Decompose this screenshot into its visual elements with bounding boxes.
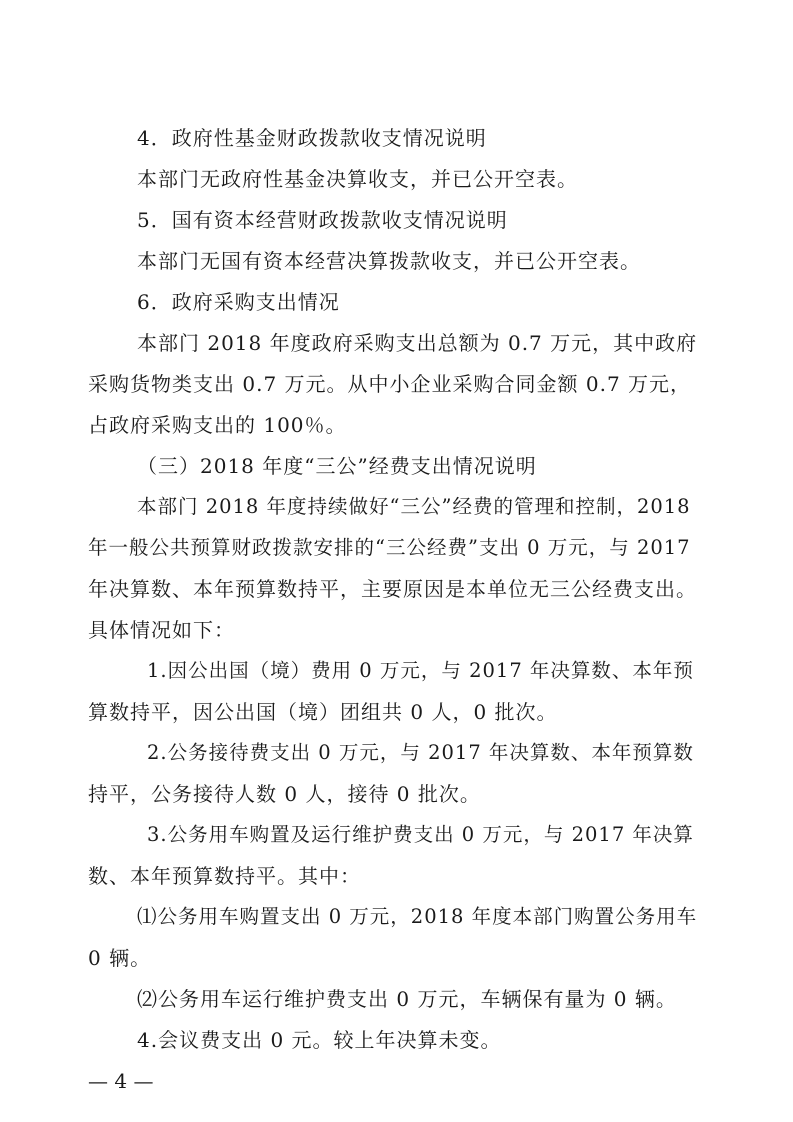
heading-state-capital: 5．国有资本经营财政拨款收支情况说明 (137, 208, 508, 232)
paragraph-line: 占政府采购支出的 100％。 (88, 413, 347, 437)
paragraph-line: ⑴公务用车购置支出 0 万元，2018 年度本部门购置公务用车 (137, 905, 698, 928)
paragraph-line: 本部门无政府性基金决算收支，并已公开空表。 (137, 167, 578, 191)
paragraph-line: ⑵公务用车运行维护费支出 0 万元，车辆保有量为 0 辆。 (137, 987, 677, 1011)
paragraph-line: 本部门 2018 年度持续做好“三公”经费的管理和控制，2018 (137, 495, 691, 518)
paragraph-line: 算数持平，因公出国（境）团组共 0 人，0 批次。 (88, 700, 558, 724)
heading-government-fund: 4．政府性基金财政拨款收支情况说明 (137, 126, 487, 150)
paragraph-line: 4.会议费支出 0 元。较上年决算未变。 (137, 1028, 502, 1052)
paragraph-line: 采购货物类支出 0.7 万元。从中小企业采购合同金额 0.7 万元， (88, 372, 692, 396)
paragraph-line: 持平，公务接待人数 0 人，接待 0 批次。 (88, 782, 481, 806)
heading-procurement: 6．政府采购支出情况 (137, 290, 340, 314)
paragraph-line: 具体情况如下： (88, 618, 235, 642)
paragraph-line: 2.公务接待费支出 0 万元，与 2017 年决算数、本年预算数 (147, 741, 694, 764)
paragraph-line: 本部门无国有资本经营决算拨款收支，并已公开空表。 (137, 249, 641, 273)
paragraph-line: 0 辆。 (88, 946, 152, 970)
paragraph-line: 数、本年预算数持平。其中： (88, 864, 361, 888)
heading-three-public: （三）2018 年度“三公”经费支出情况说明 (137, 454, 537, 478)
paragraph-line: 3.公务用车购置及运行维护费支出 0 万元，与 2017 年决算 (147, 823, 694, 846)
paragraph-line: 1.因公出国（境）费用 0 万元，与 2017 年决算数、本年预 (147, 659, 694, 682)
page-number: — 4 — (88, 1069, 154, 1093)
paragraph-line: 年决算数、本年预算数持平，主要原因是本单位无三公经费支出。 (88, 577, 697, 601)
paragraph-line: 本部门 2018 年度政府采购支出总额为 0.7 万元，其中政府 (137, 331, 698, 355)
paragraph-line: 年一般公共预算财政拨款安排的“三公经费”支出 0 万元，与 2017 (88, 536, 691, 559)
